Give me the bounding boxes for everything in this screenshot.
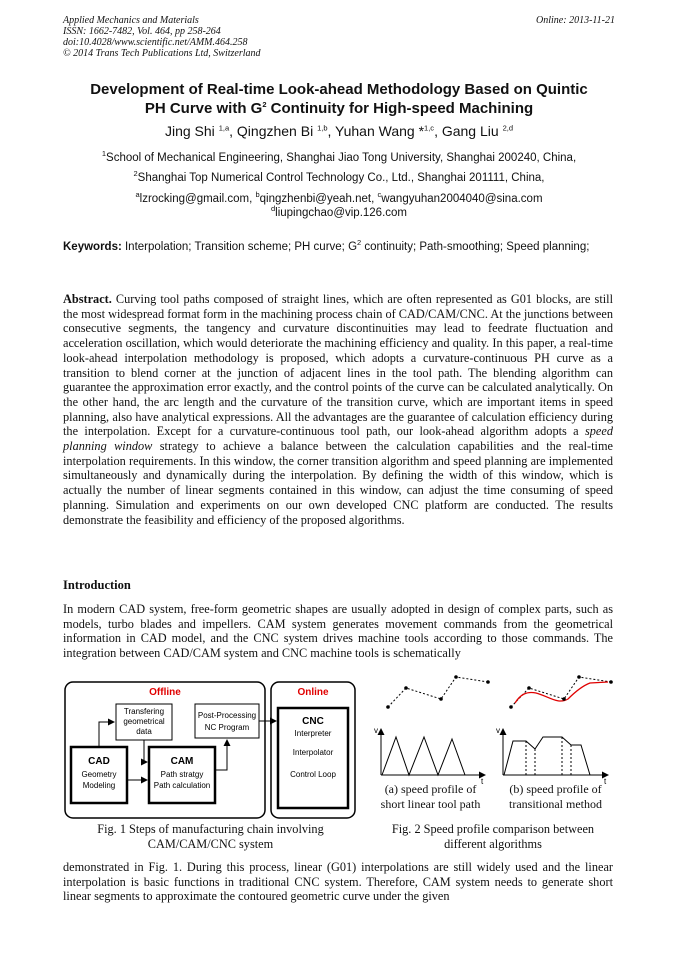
email-link[interactable]: qingzhenbi@yeah.net, xyxy=(259,193,378,205)
online-date: Online: 2013-11-21 xyxy=(536,15,615,26)
svg-text:Post-Processing: Post-Processing xyxy=(197,711,257,720)
svg-text:Geometry: Geometry xyxy=(81,770,117,779)
issn: ISSN: 1662-7482, Vol. 464, pp 258-264 xyxy=(63,26,221,37)
svg-text:Control Loop: Control Loop xyxy=(290,770,336,779)
email-link[interactable]: liupingchao@vip.126.com xyxy=(275,207,408,219)
svg-text:v: v xyxy=(374,726,378,735)
section-heading: Introduction xyxy=(63,578,131,592)
fig2a-subcaption: (a) speed profile of short linear tool path xyxy=(380,782,481,811)
author-emails: $^a$lzrocking@gmail.com, $^b$qingzhenbi@yeah.net, $^c$wangyuhan2004040@sina.com xyxy=(135,190,543,205)
copyright: © 2014 Trans Tech Publications Ltd, Switzerland xyxy=(63,48,261,59)
intro-paragraph-2: demonstrated in Fig. 1. During this process, linear (G01) interpolations are still widely used and the linear interpolation is basic functions in traditional CNC system. Therefore, CAM system needs to generate short linear segments to approximate the contoured geometric curve under the given xyxy=(63,860,613,904)
affiliation-1: $^1$School of Mechanical Engineering, Shanghai Jiao Tong University, Shanghai 200240, China, xyxy=(101,149,577,164)
svg-text:Modeling: Modeling xyxy=(82,781,116,790)
post-processing-box xyxy=(195,704,259,738)
email-link[interactable]: lzrocking@gmail.com, xyxy=(139,193,256,205)
author: Qingzhen Bi $^{1,b}$, xyxy=(236,123,336,139)
author-email-d: $^d$liupingchao@vip.126.com xyxy=(270,204,408,219)
author-list xyxy=(40,123,638,139)
svg-text:t: t xyxy=(604,777,607,785)
svg-text:Interpolator: Interpolator xyxy=(292,748,334,757)
journal-header xyxy=(63,15,261,59)
fig1-diagram xyxy=(63,680,358,822)
svg-text:CNC: CNC xyxy=(302,716,324,727)
paper-title xyxy=(40,80,638,118)
fig2b-subcaption: (b) speed profile of transitional method xyxy=(509,782,602,811)
offline-label: Offline xyxy=(149,687,181,698)
author: Gang Liu $^{2,d}$ xyxy=(441,123,513,139)
svg-text:CAD: CAD xyxy=(88,756,110,767)
fig2-caption: Fig. 2 Speed profile comparison between different algorithms xyxy=(391,822,595,851)
svg-text:t: t xyxy=(481,777,484,785)
fig2-transition-curve xyxy=(515,682,608,703)
abstract: Abstract. Curving tool paths composed of straight lines, which are often represented as G01 blocks, are still the most widespread format form in the machining process chain of CAD/CAM/CNC. At the junctions between consecutive segments, the tangency and curvature discontinuities may lead to feedrate fluctuation and acceleration oscillation, which would deteriorate the machining efficiency and quality. In this paper, a real-time look-ahead interpolation methodology is proposed, which adopts a curvature-continuous PH curve as a transition to blend corner at the junction of adjacent lines in the tool path. The blending algorithm can guarantee the approximation error exactly, and the control points of the curve can be calculated analytically. On the other hand, the arc length and the curvature of the transition curve, which are important items in speed planning, also have analytical expressions. All the advantages are the guarantee of calculation efficiency during the interpolation. Except for a curvature-continuous tool path, our look-ahead algorithm adopts a speed planning window strategy to achieve a balance between the calculation capabilities and the real-time interpolation requirements. In this window, the corner transition algorithm and speed planning are implemented simultaneously and dynamically during the interpolation. By defining the width of this window, which is actually the number of linear segments contained in this window, can adjust the time consuming of speed planning. Simulation and experiments on our own developed CNC platform are conducted. The results demonstrate the feasibility and efficiency of the proposed algorithms. xyxy=(63,292,613,527)
svg-text:Interpreter: Interpreter xyxy=(294,729,332,738)
svg-text:data: data xyxy=(136,727,152,736)
doi: doi:10.4028/www.scientific.net/AMM.464.258 xyxy=(63,37,248,48)
keywords: Keywords: Interpolation; Transition scheme; PH curve; $G^2$ continuity; Path-smoothing; Speed planning; xyxy=(63,238,590,253)
affiliation-2: $^2$Shanghai Top Numerical Control Technology Co., Ltd., Shanghai 201111, China, xyxy=(133,169,545,184)
online-label: Online xyxy=(297,687,329,698)
fig1-caption: Fig. 1 Steps of manufacturing chain involving CAM/CAM/CNC system xyxy=(97,822,324,851)
fig2-diagram xyxy=(368,675,618,785)
svg-text:v: v xyxy=(496,726,500,735)
keywords-label: Keywords: xyxy=(63,241,122,253)
journal-name: Applied Mechanics and Materials xyxy=(63,15,199,26)
email-link[interactable]: wangyuhan2004040@sina.com xyxy=(381,193,543,205)
svg-text:CAM: CAM xyxy=(170,756,194,767)
svg-text:Path calculation: Path calculation xyxy=(153,781,211,790)
author: Jing Shi $^{1,a}$, xyxy=(164,123,237,139)
svg-text:NC Program: NC Program xyxy=(204,723,250,732)
svg-text:Path stratgy: Path stratgy xyxy=(160,770,204,779)
intro-paragraph-1: In modern CAD system, free-form geometric shapes are usually adopted in design of complex parts, such as models, turbo blades and impellers. CAM system generates movement commands from the geometrical information in CAD model, and the CNC system drives machine tools according to those commands. The integration between CAD/CAM system and CNC machine tools is schematically xyxy=(63,602,613,661)
title-line-1: Development of Real-time Look-ahead Methodology Based on Quintic xyxy=(90,81,588,98)
title-line-2: PH Curve with $G^2$ Continuity for High-speed Machining xyxy=(144,100,534,117)
abstract-label: Abstract. xyxy=(63,292,112,306)
svg-text:Transfering: Transfering xyxy=(123,707,165,716)
author: Yuhan Wang *$^{1,c}$, xyxy=(335,123,442,139)
svg-text:geometrical: geometrical xyxy=(123,717,165,726)
